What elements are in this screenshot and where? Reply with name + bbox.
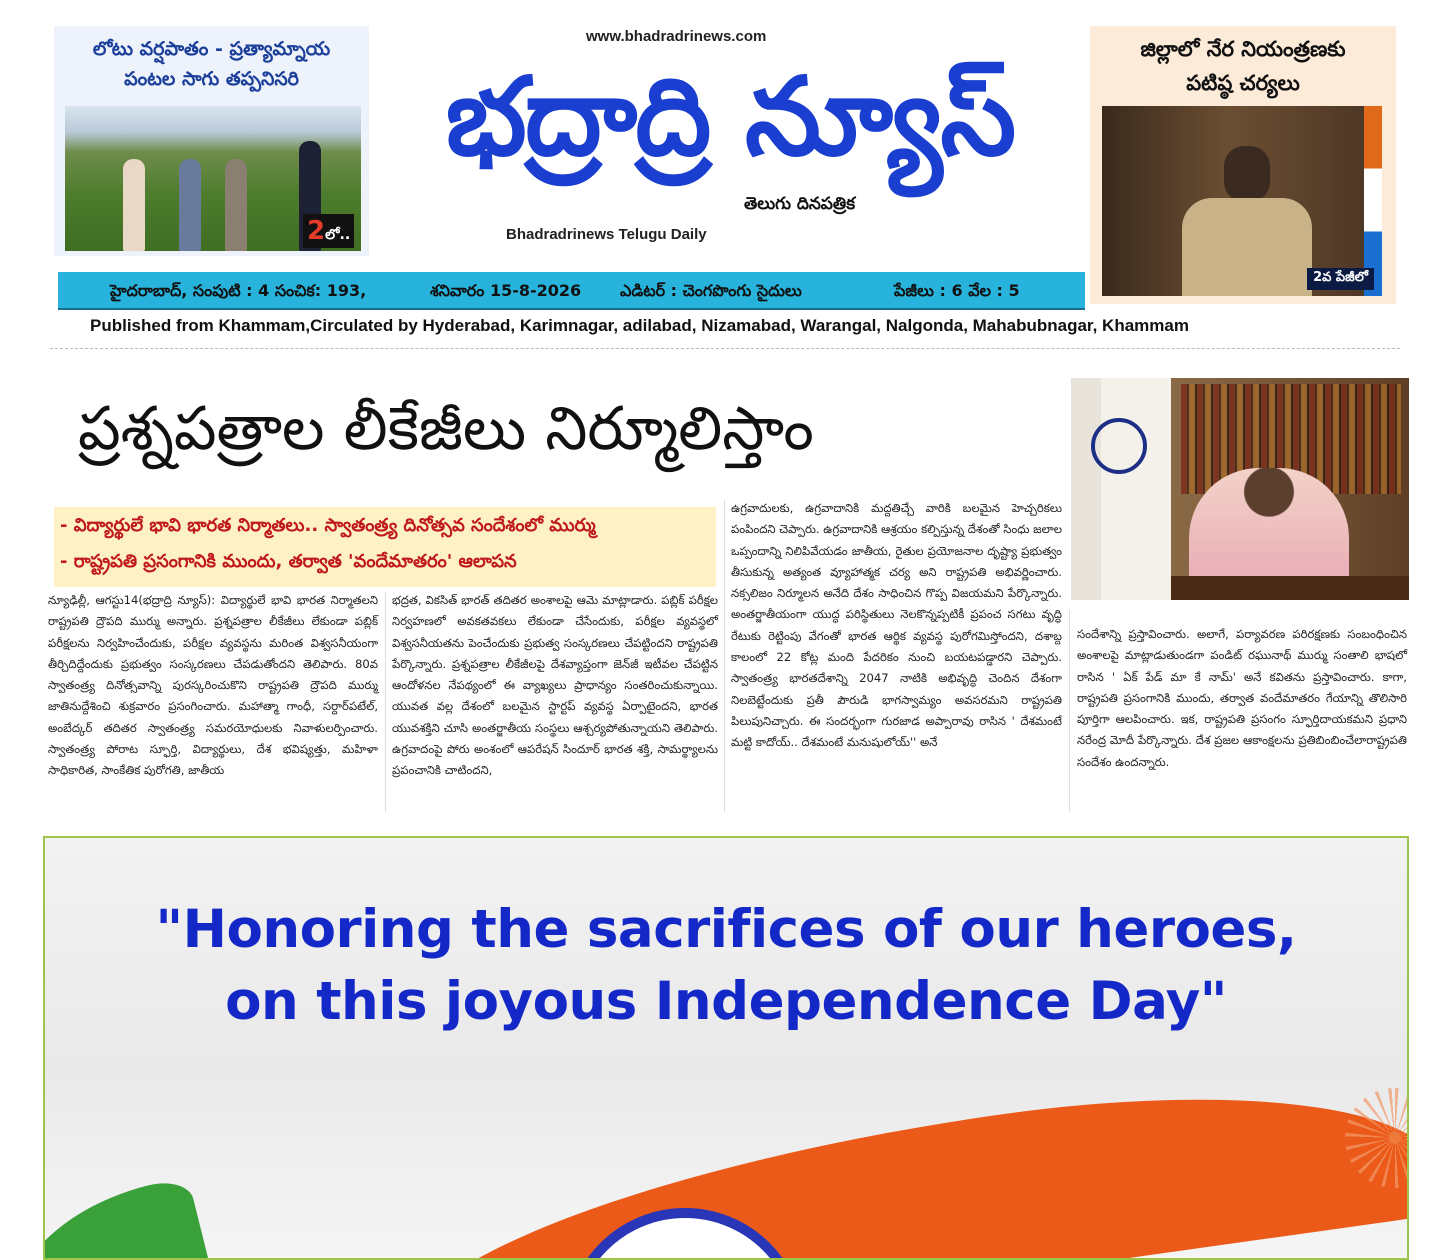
- article-text: ఉగ్రవాదులకు, ఉగ్రవాదానికి మద్దతిచ్చే వారికి బలమైన హెచ్చరికలు పంపిందని చెప్పారు. ఉగ్రవాదానికి ఆశ్రయం కల్పిస్తున్న దేశంతో సింధు జలాల ఒప్పందాన్ని నిలిపివేయడం జాతీయ, రైతుల ప్రయోజనాల దృష్ట్యా ప్రభుత్వం తీసుకున్న అత్యంత వ్యూహాత్మక చర్య అని రాష్ట్రపతి అభివర్ణించారు. నక్సలిజం నిర్మూలన అనేది దేశం సాధించిన గొప్ప విజయమని పేర్కొన్నారు. అంతర్జాతీయంగా యుద్ధ పరిస్థితులు నెలకొన్నప్పటికీ ప్రపంచ సగటు వృద్ధి రేటుకు రెట్టింపు వేగంతో భారత ఆర్థిక వ్యవస్థ పురోగమిస్తోందని, దశాబ్ద కాలంలో 22 కోట్ల మంది పేదరికం నుంచి బయటపడ్డారని చెప్పారు. స్వాతంత్ర్య భారతదేశాన్ని 2047 నాటికి అభివృద్ధి చెందిన దేశంగా నిలబెట్టేందుకు ప్రతీ పౌరుడి భాగస్వామ్యం అవసరమని రాష్ట్రపతి పిలుపునిచ్చారు. ఈ సందర్భంగా గురజాడ అప్పారావు రాసిన ' దేశమంటే మట్టి కాదోయ్.. దేశమంటే మనుషులోయ్'' అనే: [731, 501, 1062, 750]
- column-divider: [1069, 610, 1070, 812]
- article-column-3: [731, 498, 1062, 754]
- article-text: సందేశాన్ని ప్రస్తావించారు. అలాగే, పర్యావరణ పరిరక్షణకు సంబంధించిన అంశాలపై మాట్లాడుతుండగా పండిట్ రఘునాథ్ ముర్ము సంతాలి భాషలో రాసిన ' ఏక్ పేడ్ మా కే నామ్' అనే కవితను ప్రస్తావించారు. కాగా, రాష్ట్రపతి ప్రసంగానికి ముందు, తర్వాత వందేమాతరం గేయాన్ని తొలిసారి పూర్తిగా ఆలపించారు. ఇక, రాష్ట్రపతి ప్రసంగం స్ఫూర్తిదాయకమని ప్రధాని నరేంద్ర మోదీ పేర్కొన్నారు. దేశ ప్రజల ఆకాంక్షలను ప్రతిబింబించేలారాష్ట్రపతి సందేశం ఉందన్నారు.: [1077, 627, 1407, 769]
- article-column-2: [392, 590, 718, 782]
- column-divider: [724, 500, 725, 812]
- article-text: న్యూఢిల్లీ, ఆగస్టు14(భద్రాద్రి న్యూస్): విద్యార్థులే భావి భారత నిర్మాతలని రాష్ట్రపతి ద్రౌపది ముర్ము అన్నారు. ప్రశ్నపత్రాల లీకేజీలు లేకుండా పబ్లిక్ పరీక్షలను నిర్వహించేందుకు, పరీక్షల వ్యవస్థను మరింత విశ్వసనీయంగా తీర్చిదిద్దేందుకు ప్రభుత్వం సంస్కరణలు చేపడుతోందని తెలిపారు. 80వ స్వాతంత్ర్య దినోత్సవాన్ని పురస్కరించుకొని రాష్ట్రపతి ద్రౌపది ముర్ము జాతినుద్దేశించి శుక్రవారం ప్రసంగించారు. మహాత్మా గాంధీ, సర్దార్‌పటేల్, అంబేద్కర్ తదితర స్వాతంత్ర్య సమరయోధులకు నివాళులర్పించారు. స్వాతంత్ర్య పోరాట స్ఫూర్తి, విద్యార్థులు, దేశ భవిష్యత్తు, మహిళా సాధికారిత, సాంకేతిక పురోగతి, జాతీయ: [48, 593, 378, 778]
- ad-slogan: [45, 894, 1407, 1038]
- tagline-english: Bhadradrinews Telugu Daily: [506, 226, 707, 243]
- issue-date: శనివారం 15-8-2026: [430, 281, 582, 300]
- subhead-1: - విద్యార్థులే భావి భారత నిర్మాతలు.. స్వాతంత్ర్య దినోత్సవ సందేశంలో ముర్ము: [60, 515, 596, 536]
- right-teaser-line2: పటిష్ఠ చర్యలు: [1186, 71, 1300, 95]
- website-url[interactable]: www.bhadradrinews.com: [586, 28, 767, 45]
- lead-headline[interactable]: ప్రశ్నపత్రాల లీకేజీలు నిర్మూలిస్తాం: [78, 394, 814, 464]
- right-teaser-line1: జిల్లాలో నేర నియంత్రణకు: [1140, 37, 1346, 61]
- dateline-bar: [58, 272, 1085, 310]
- page-ref-badge: 2లో..: [303, 214, 354, 248]
- person-figure: [123, 159, 145, 251]
- column-divider: [385, 592, 386, 812]
- left-teaser-line1: లోటు వర్షపాతం - ప్రత్యామ్నాయ: [92, 38, 331, 60]
- independence-day-ad[interactable]: [43, 836, 1409, 1260]
- green-swoosh: [43, 1176, 217, 1260]
- tagline-telugu: తెలుగు దినపత్రిక: [744, 194, 856, 214]
- left-teaser-box[interactable]: [54, 26, 369, 256]
- pages-price: పేజీలు : 6 వేల : 5: [894, 281, 1020, 300]
- desk: [1171, 576, 1409, 600]
- person-figure: [225, 159, 247, 251]
- circulation-line: Published from Khammam,Circulated by Hyderabad, Karimnagar, adilabad, Nizamabad, Warangal, Nalgonda, Mahabubnagar, Khammam: [90, 316, 1189, 335]
- subheads-box: [54, 507, 716, 587]
- ad-slogan-line1: "Honoring the sacrifices of our heroes,: [155, 899, 1297, 960]
- chakra-icon: [1091, 418, 1147, 474]
- person-figure: [179, 159, 201, 251]
- volume-issue: హైదరాబాద్, సంపుటి : 4 సంచిక: 193,: [110, 281, 367, 300]
- newspaper-title: భద్రాద్రి న్యూస్: [445, 55, 1015, 180]
- editor-name: ఎడిటర్ : చెంగపొంగు సైదులు: [620, 281, 802, 300]
- officer-figure: [1224, 146, 1270, 202]
- right-teaser-headline: [1090, 32, 1396, 100]
- left-teaser-line2: పంటల సాగు తప్పనిసరి: [124, 68, 299, 90]
- president-photo: [1071, 378, 1409, 600]
- page-ref-caption: 2వ పేజీలో: [1307, 268, 1374, 290]
- article-column-4: [1077, 624, 1407, 773]
- left-teaser-headline: [54, 34, 369, 94]
- right-teaser-box[interactable]: [1090, 26, 1396, 304]
- masthead: [378, 24, 1074, 252]
- subhead-2: - రాష్ట్రపతి ప్రసంగానికి ముందు, తర్వాత 'వందేమాతరం' ఆలాపన: [60, 551, 517, 572]
- saffron-swoosh: [379, 1056, 1409, 1260]
- divider: [50, 348, 1400, 349]
- article-text: భద్రత, వికసిత్ భారత్ తదితర అంశాలపై ఆమె మాట్లాడారు. పబ్లిక్ పరీక్షల నిర్వహణలో అవకతవకలు లేకుండా చేసేందుకు, పరీక్షల వ్యవస్థలో విశ్వసనీయతను పెంచేందుకు ప్రభుత్వ సంస్కరణలు చేపట్టిందని రాష్ట్రపతి పేర్కొన్నారు. ప్రశ్నపత్రాల లీకేజీలపై దేశవ్యాప్తంగా జెన్‌జీ ఇటీవల చేపట్టిన ఆందోళనల నేపథ్యంలో ఈ వ్యాఖ్యలు ప్రాధాన్యం సంతరించుకున్నాయి. యువత వల్ల దేశంలో బలమైన స్టార్టప్ వ్యవస్థ ఏర్పాటైందని, భారత యువశక్తిని చూసి అంతర్జాతీయ సంస్థలు ఆశ్చర్యపోతున్నాయని తెలిపారు. ఉగ్రవాదంపై పోరు అంశంలో ఆపరేషన్ సిందూర్ భారత శక్తి, సామర్థ్యాలను ప్రపంచానికి చాటిందని,: [392, 593, 718, 778]
- indian-flag: [1071, 378, 1171, 600]
- article-column-1: [48, 590, 378, 782]
- farm-photo: [65, 106, 361, 251]
- ad-slogan-line2: on this joyous Independence Day": [225, 971, 1227, 1032]
- police-officer-photo: [1102, 106, 1382, 296]
- officer-uniform: [1182, 198, 1312, 296]
